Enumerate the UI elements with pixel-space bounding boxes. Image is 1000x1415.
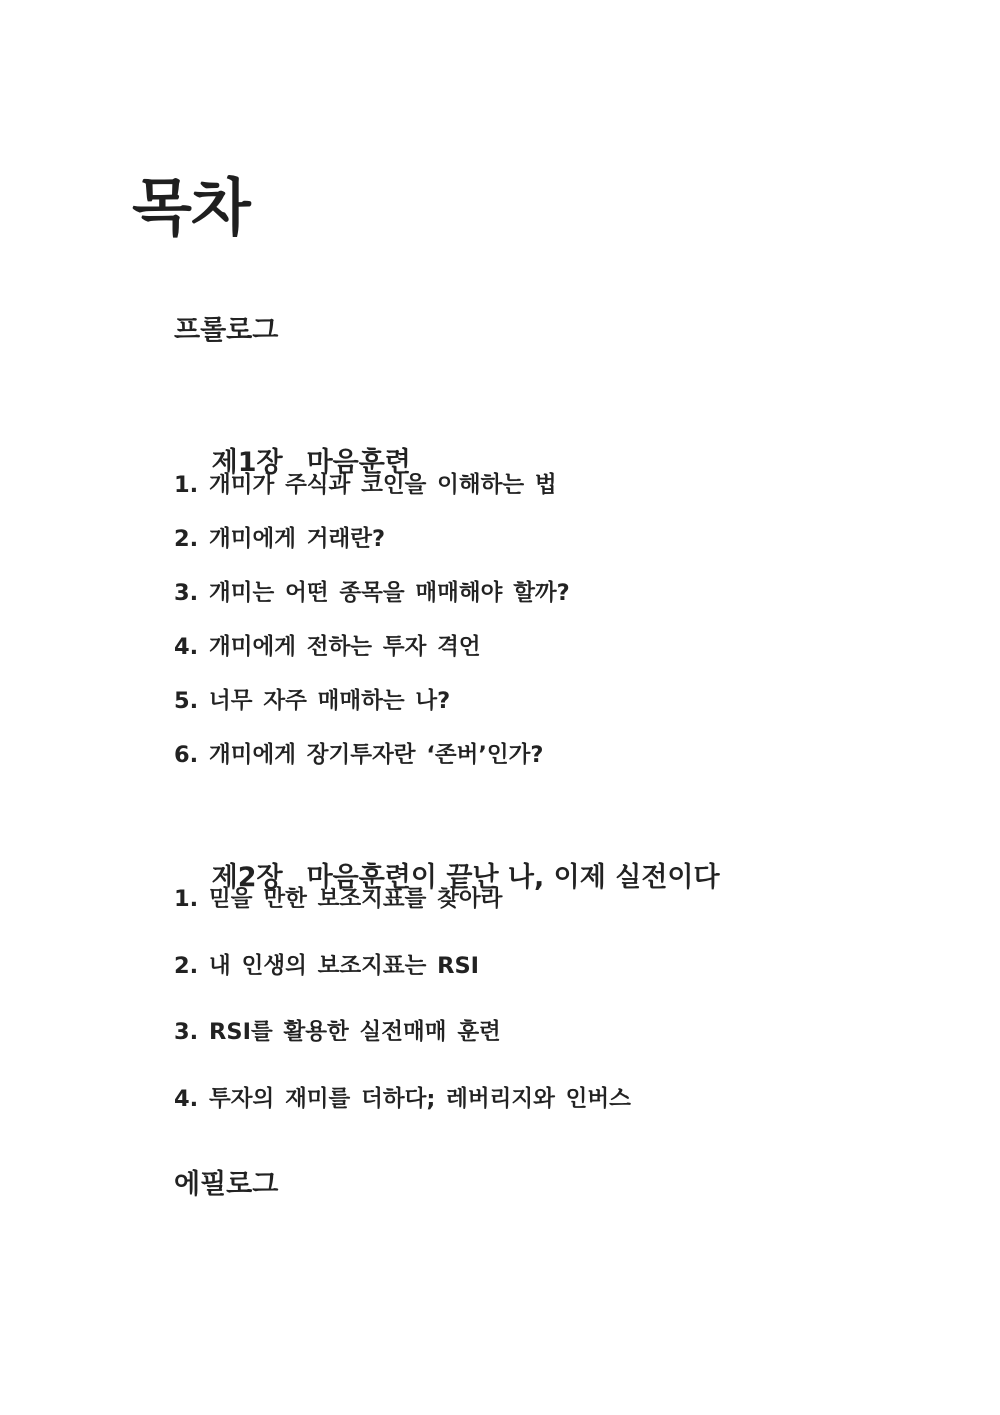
chapter-1-label: 제1장 (211, 447, 283, 478)
toc-chapter-1-item-1[interactable]: 1. 개미가 주식과 코인을 이해하는 법 (174, 472, 557, 498)
toc-chapter-2-item-2[interactable]: 2. 내 인생의 보조지표는 RSI (174, 953, 480, 979)
toc-chapter-2-item-3[interactable]: 3. RSI를 활용한 실전매매 훈련 (174, 1019, 501, 1045)
chapter-2-title: 마음훈련이 끝난 나, 이제 실전이다 (306, 862, 720, 893)
toc-chapter-1-heading[interactable] (174, 409, 411, 517)
toc-chapter-1-item-3[interactable]: 3. 개미는 어떤 종목을 매매해야 할까? (174, 580, 570, 606)
toc-chapter-2-heading[interactable] (174, 824, 720, 932)
chapter-2-label: 제2장 (211, 862, 283, 893)
page-title: 목차 (132, 171, 250, 244)
toc-chapter-1-item-4[interactable]: 4. 개미에게 전하는 투자 격언 (174, 634, 481, 660)
toc-chapter-1-item-5[interactable]: 5. 너무 자주 매매하는 나? (174, 688, 451, 714)
toc-prologue[interactable]: 프롤로그 (174, 315, 279, 346)
toc-chapter-2-item-4[interactable]: 4. 투자의 재미를 더하다; 레버리지와 인버스 (174, 1086, 631, 1112)
toc-chapter-1-item-2[interactable]: 2. 개미에게 거래란? (174, 526, 386, 552)
toc-chapter-1-item-6[interactable]: 6. 개미에게 장기투자란 ‘존버’인가? (174, 742, 544, 768)
chapter-1-title: 마음훈련 (306, 447, 411, 478)
toc-epilogue[interactable]: 에필로그 (174, 1169, 279, 1200)
toc-chapter-2-item-1[interactable]: 1. 믿을 만한 보조지표를 찾아라 (174, 886, 503, 912)
